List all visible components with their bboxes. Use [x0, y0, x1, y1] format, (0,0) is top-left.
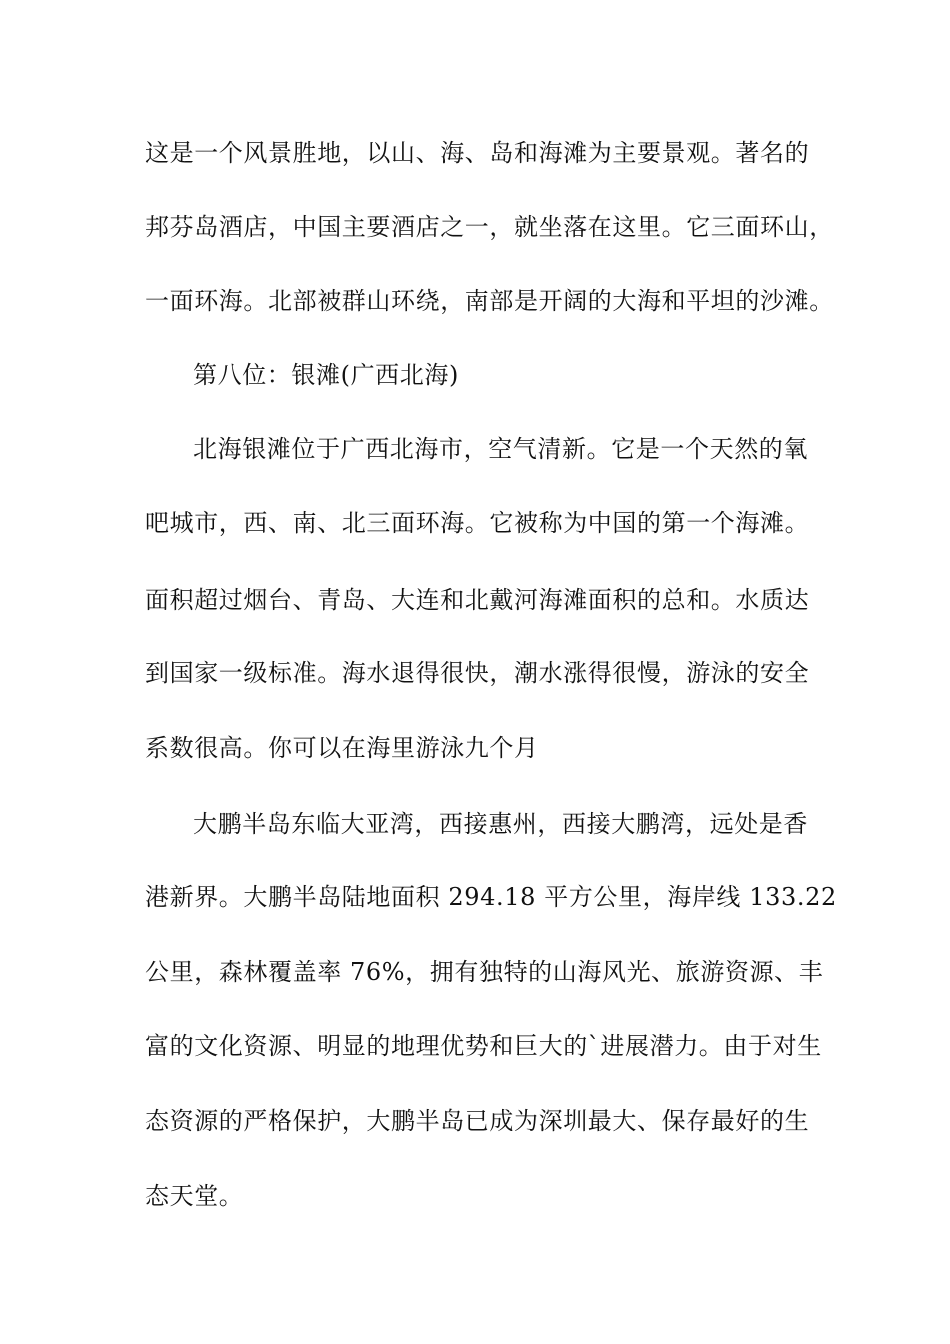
text-line: 一面环海。北部被群山环绕，南部是开阔的大海和平坦的沙滩。 [145, 287, 834, 315]
text-line: 系数很高。你可以在海里游泳九个月 [145, 734, 539, 762]
text-line: 吧城市，西、南、北三面环海。它被称为中国的第一个海滩。 [145, 509, 810, 537]
text-line: 港新界。大鹏半岛陆地面积 294.18 平方公里，海岸线 133.22 [145, 883, 837, 911]
text-line: 大鹏半岛东临大亚湾，西接惠州，西接大鹏湾，远处是香 [193, 810, 808, 838]
text-line: 态天堂。 [145, 1182, 244, 1210]
text-line: 态资源的严格保护，大鹏半岛已成为深圳最大、保存最好的生 [145, 1107, 810, 1135]
section-heading: 第八位：银滩(广西北海) [193, 361, 459, 389]
text-line: 北海银滩位于广西北海市，空气清新。它是一个天然的氧 [193, 435, 808, 463]
text-line: 面积超过烟台、青岛、大连和北戴河海滩面积的总和。水质达 [145, 586, 810, 614]
text-line: 邦芬岛酒店，中国主要酒店之一，就坐落在这里。它三面环山， [145, 213, 834, 241]
text-line: 公里，森林覆盖率 76%，拥有独特的山海风光、旅游资源、丰 [145, 958, 824, 986]
text-line: 富的文化资源、明显的地理优势和巨大的`进展潜力。由于对生 [145, 1032, 822, 1060]
text-line: 这是一个风景胜地，以山、海、岛和海滩为主要景观。著名的 [145, 139, 810, 167]
text-line: 到国家一级标准。海水退得很快，潮水涨得很慢，游泳的安全 [145, 659, 810, 687]
